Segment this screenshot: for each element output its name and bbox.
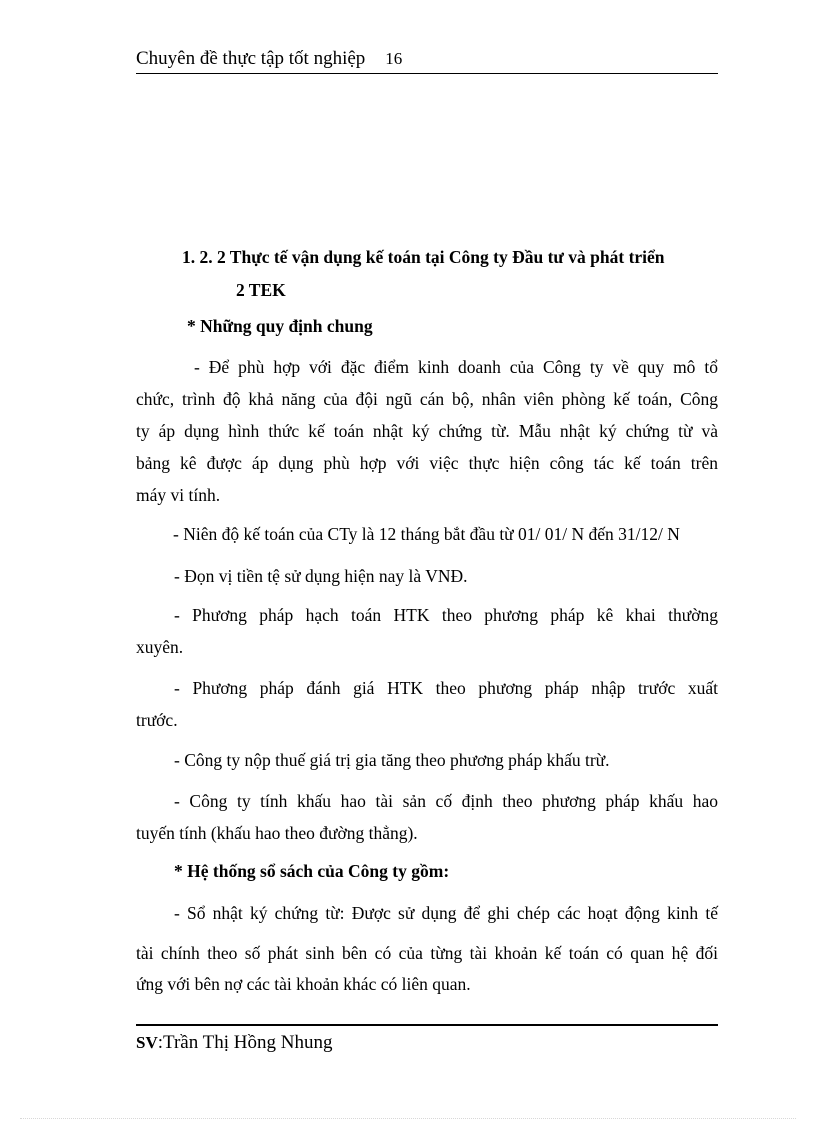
paragraph-1-line-5: máy vi tính. [136, 485, 221, 505]
section-heading-line1: 1. 2. 2 Thực tế vận dụng kế toán tại Công ty Đầu tư và phát triển [182, 247, 665, 267]
paragraph-inventory-valuation-line-2: trước. [136, 710, 178, 730]
page-footer [136, 1032, 332, 1054]
paragraph-inventory-method-line-2: xuyên. [136, 637, 184, 657]
page-number: 16 [385, 49, 403, 68]
page-bottom-divider [20, 1118, 796, 1119]
footer-rule [136, 1024, 718, 1026]
header-title: Chuyên đề thực tập tốt nghiệp [136, 48, 366, 69]
section-heading [182, 247, 718, 268]
paragraph-fiscal-year: - Niên độ kế toán của CTy là 12 tháng bắt đầu từ 01/ 01/ N đến 31/12/ N [173, 524, 680, 544]
paragraph-depreciation-line-1: - Công ty tính khấu hao tài sản cố định theo phương pháp khấu hao [174, 791, 718, 811]
paragraph-1-line-3: ty áp dụng hình thức kế toán nhật ký chứng từ. Mẫu nhật ký chứng từ và [136, 421, 718, 441]
paragraph-inventory-method-line-1: - Phương pháp hạch toán HTK theo phương pháp kê khai thường [174, 605, 718, 625]
paragraph-vat: - Công ty nộp thuế giá trị gia tăng theo phương pháp khấu trừ. [174, 750, 610, 770]
header-rule [136, 73, 718, 74]
paragraph-journal-line-2: tài chính theo số phát sinh bên có của từng tài khoản kế toán có quan hệ đối [136, 943, 718, 963]
paragraph-journal-line-3: ứng với bên nợ các tài khoản khác có liên quan. [136, 974, 471, 994]
paragraph-journal-line-1: - Sổ nhật ký chứng từ: Được sử dụng để ghi chép các hoạt động kinh tế [174, 903, 718, 923]
page-header [136, 48, 402, 70]
paragraph-currency: - Đọn vị tiền tệ sử dụng hiện nay là VNĐ. [174, 566, 468, 586]
subheading-bookkeeping-system: * Hệ thống sổ sách của Công ty gồm: [174, 861, 450, 881]
paragraph-depreciation-line-2: tuyến tính (khấu hao theo đường thẳng). [136, 823, 418, 843]
student-label: SV [136, 1033, 158, 1052]
paragraph-1-line-1: - Để phù hợp với đặc điểm kinh doanh của Công ty về quy mô tổ [194, 357, 718, 377]
paragraph-1-line-4: bảng kê được áp dụng phù hợp với việc thực hiện công tác kế toán trên [136, 453, 718, 473]
paragraph-1-line-2: chức, trình độ khả năng của đội ngũ cán bộ, nhân viên phòng kế toán, Công [136, 389, 718, 409]
paragraph-inventory-valuation-line-1: - Phương pháp đánh giá HTK theo phương pháp nhập trước xuất [174, 678, 718, 698]
student-name: :Trần Thị Hồng Nhung [157, 1032, 333, 1053]
subheading-general-rules: * Những quy định chung [187, 316, 373, 336]
section-heading-line2: 2 TEK [236, 280, 286, 300]
